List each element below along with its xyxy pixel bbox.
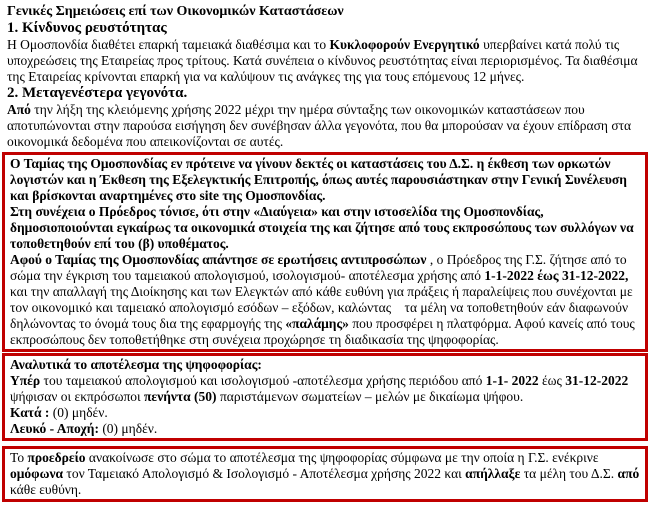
highlight-box-vote-results — [2, 353, 648, 441]
liquidity-risk-paragraph: Η Ομοσπονδία διαθέτει επαρκή ταμειακά διαθέσιμα και το Κυκλοφορούν Ενεργητικό υπερβαίνει κατά πολύ τις υποχρεώσεις της Εταιρείας προς τρίτους. Κατά συνέπεια ο κίνδυνος ρευστότητας είναι περιορισμένος. Τα διαθέσιμα της Εταιρείας κρίνονται επαρκή για να καλύψουν τις ανάγκες της για τους επόμενους 12 μήνες. — [7, 37, 641, 84]
document-title: Γενικές Σημειώσεις επί των Οικονομικών Καταστάσεων — [7, 4, 344, 19]
section-heading-subsequent-events: 2. Μεταγενέστερα γεγονότα. — [7, 85, 188, 101]
highlight-box-treasurer-proposal — [2, 152, 648, 352]
vote-results-heading: Αναλυτικά το αποτέλεσμα της ψηφοφορίας: — [10, 357, 262, 372]
highlight-box-announcement — [2, 446, 648, 502]
announcement-paragraph: Το προεδρείο ανακοίνωσε στο σώμα το αποτέλεσμα της ψηφοφορίας σύμφωνα με την οποία η Γ.Σ. ενέκρινε ομόφωνα τον Ταμειακό Απολογισμό & Ισολογισμό - Αποτέλεσμα χρήσης 2022 και απήλλαξε τα μέλη του Δ.Σ. από κάθε ευθύνη. — [10, 450, 643, 497]
section-heading-liquidity-risk: 1. Κίνδυνος ρευστότητας — [7, 20, 167, 36]
votes-blank-abstain-line: Λευκό - Αποχή: (0) μηδέν. — [10, 421, 158, 436]
votes-for-paragraph: Υπέρ του ταμειακού απολογισμού και ισολογισμού -αποτέλεσμα χρήσης περιόδου από 1-1- 2022 έως 31-12-2022 ψήφισαν οι εκπρόσωποι πενήντα (50) παριστάμενων σωματείων – μελών με δικαίωμα ψήφου. — [10, 373, 632, 404]
subsequent-events-paragraph: Από την λήξη της κλειόμενης χρήσης 2022 μέχρι την ημέρα σύνταξης των οικονομικών καταστάσεων που αποτυπώνονται στην παρούσα εισήγηση δεν συνέβησαν άλλα γεγονότα, που θα μπορούσαν να έχουν επίδραση στα οικονομικά δεδομένα που απεικονίζονται σε αυτές. — [7, 102, 635, 149]
approval-request-paragraph: Αφού ο Ταμίας της Ομοσπονδίας απάντησε σε ερωτήσεις αντιπροσώπων , ο Πρόεδρος της Γ.Σ. ζήτησε από το σώμα την έγκριση του ταμειακού απολογισμού, ισολογισμού- αποτέλεσμα χρήσης από 1-1-2022 έως 31-12-2022, και την απαλλαγή της Διοίκησης και των Ελεγκτών από κάθε ευθύνη για πράξεις ή παραλείψεις που συνέχονται με τον οικονομικό και ταμειακό απολογισμό εσόδων – εξόδων, καλώντας τα μέλη να τοποθετηθούν εάν διαφωνούν δηλώνοντας το όνομά τους δια της εφαρμογής της «παλάμης» που προσφέρει η πλατφόρμα. Αφού κανείς από τους εκπροσώπους δεν τοποθετήθηκε στη συνέχεια προχώρησε τη διαδικασία της ψηφοφορίας. — [10, 252, 639, 347]
votes-against-line: Κατά : (0) μηδέν. — [10, 405, 108, 420]
president-diavgeia-paragraph: Στη συνέχεια ο Πρόεδρος τόνισε, ότι στην «Διαύγεια» και στην ιστοσελίδα της Ομοσπονδίας, δημοσιοποιούνται εγκαίρως τα οικονομικά στοιχεία της και ζήτησε από τους εκπροσώπους των συλλόγων να τοποθετηθούν επί του (β) υποθέματος. — [10, 204, 637, 251]
treasurer-proposal-paragraph: Ο Ταμίας της Ομοσπονδίας εν πρότεινε να γίνουν δεκτές οι καταστάσεις του Δ.Σ. η έκθεση των ορκωτών λογιστών και η Έκθεση της Εξελεγκτικής Επιτροπής, όπως αυτές παρουσιάστηκαν στην Γενική Συνέλευση και βρίσκονται αναρτημένες στο site της Ομοσπονδίας. — [10, 156, 631, 203]
